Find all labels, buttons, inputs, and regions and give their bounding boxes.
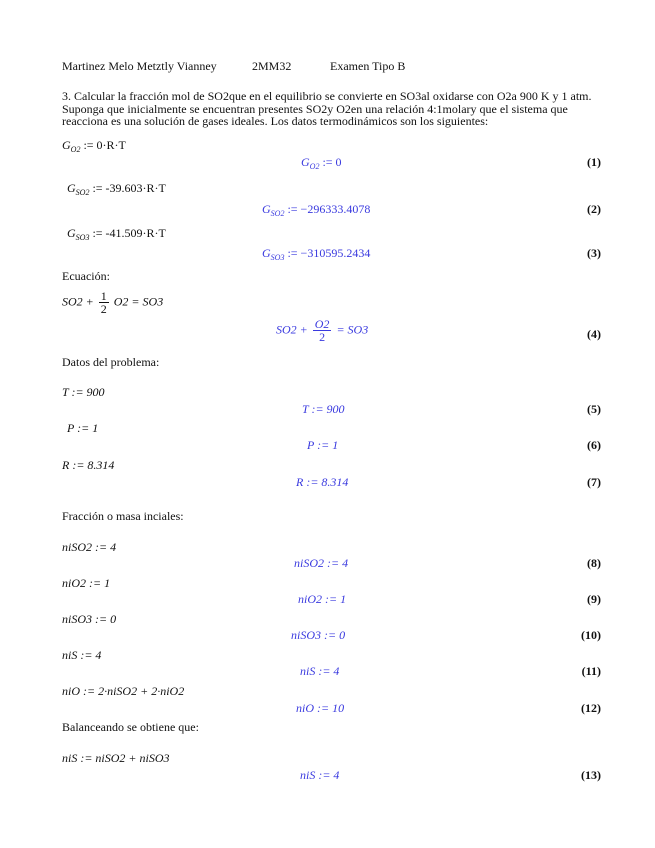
group-code: 2MM32 xyxy=(252,59,292,73)
result-nis: niS := 4 xyxy=(300,664,340,678)
author-name: Martinez Melo Metztly Vianney xyxy=(62,59,217,73)
label-balanceando: Balanceando se obtiene que: xyxy=(62,720,199,734)
eq-number-5: (5) xyxy=(587,402,601,416)
result-niso2: niSO2 := 4 xyxy=(294,556,349,570)
result-p: P := 1 xyxy=(307,438,339,452)
input-niso2[interactable]: niSO2 := 4 xyxy=(62,540,117,554)
eq-number-7: (7) xyxy=(587,475,601,489)
result-g-so3: $G_{SO3}$ := −310595.2434 xyxy=(262,246,371,262)
label-fraccion: Fracción o masa inciales: xyxy=(62,509,184,523)
result-nio2: niO2 := 1 xyxy=(298,592,347,606)
input-niso3[interactable]: niSO3 := 0 xyxy=(62,612,117,626)
result-t: T := 900 xyxy=(302,402,345,416)
def-g-o2[interactable]: $G_{O2}$ := 0·R·T xyxy=(62,138,126,154)
eq-number-2: (2) xyxy=(587,202,601,216)
input-t[interactable]: T := 900 xyxy=(62,385,105,399)
def-g-so2[interactable]: $G_{SO2}$ := -39.603·R·T xyxy=(67,181,166,197)
eq-number-1: (1) xyxy=(587,155,601,169)
eq-number-4: (4) xyxy=(587,327,601,341)
eq-number-13: (13) xyxy=(581,768,601,782)
eq-number-11: (11) xyxy=(581,664,601,678)
exam-type: Examen Tipo B xyxy=(330,59,406,73)
input-r[interactable]: R := 8.314 xyxy=(62,458,115,472)
input-p[interactable]: P := 1 xyxy=(67,421,99,435)
result-nio: niO := 10 xyxy=(296,701,345,715)
eq-number-8: (8) xyxy=(587,556,601,570)
eq-number-9: (9) xyxy=(587,592,601,606)
problem-statement: 3. Calcular la fracción mol de SO2que en el equilibrio se convierte en SO3al oxidarse con O2a 900 K y 1 atm. Suponga que inicialmente se encuentran presentes SO2y O2en una relación 4:1molary que el sistema que reacciona es una solución de gases ideales. Los datos termodinámicos son los siguientes: xyxy=(62,89,592,128)
eq-number-6: (6) xyxy=(587,438,601,452)
reaction-equation[interactable]: SO2 + $\frac{1}{2}$ O2 = SO3 xyxy=(62,289,164,316)
result-niso3: niSO3 := 0 xyxy=(291,628,346,642)
eq-number-10: (10) xyxy=(581,628,601,642)
label-ecuacion: Ecuación: xyxy=(62,269,110,283)
result-g-so2: $G_{SO2}$ := −296333.4078 xyxy=(262,202,371,218)
input-nio2[interactable]: niO2 := 1 xyxy=(62,576,111,590)
result-nis-balance: niS := 4 xyxy=(300,768,340,782)
input-nio[interactable]: niO := 2·niSO2 + 2·niO2 xyxy=(62,684,185,698)
def-g-so3[interactable]: $G_{SO3}$ := -41.509·R·T xyxy=(67,226,166,242)
input-nis-balance[interactable]: niS := niSO2 + niSO3 xyxy=(62,751,170,765)
result-r: R := 8.314 xyxy=(296,475,349,489)
eq-number-12: (12) xyxy=(581,701,601,715)
reaction-equation-result: SO2 + $\frac{O2}{2}$ = SO3 xyxy=(276,317,369,344)
result-g-o2: $G_{O2}$ := 0 xyxy=(301,155,342,171)
label-datos: Datos del problema: xyxy=(62,355,160,369)
eq-number-3: (3) xyxy=(587,246,601,260)
input-nis[interactable]: niS := 4 xyxy=(62,648,102,662)
